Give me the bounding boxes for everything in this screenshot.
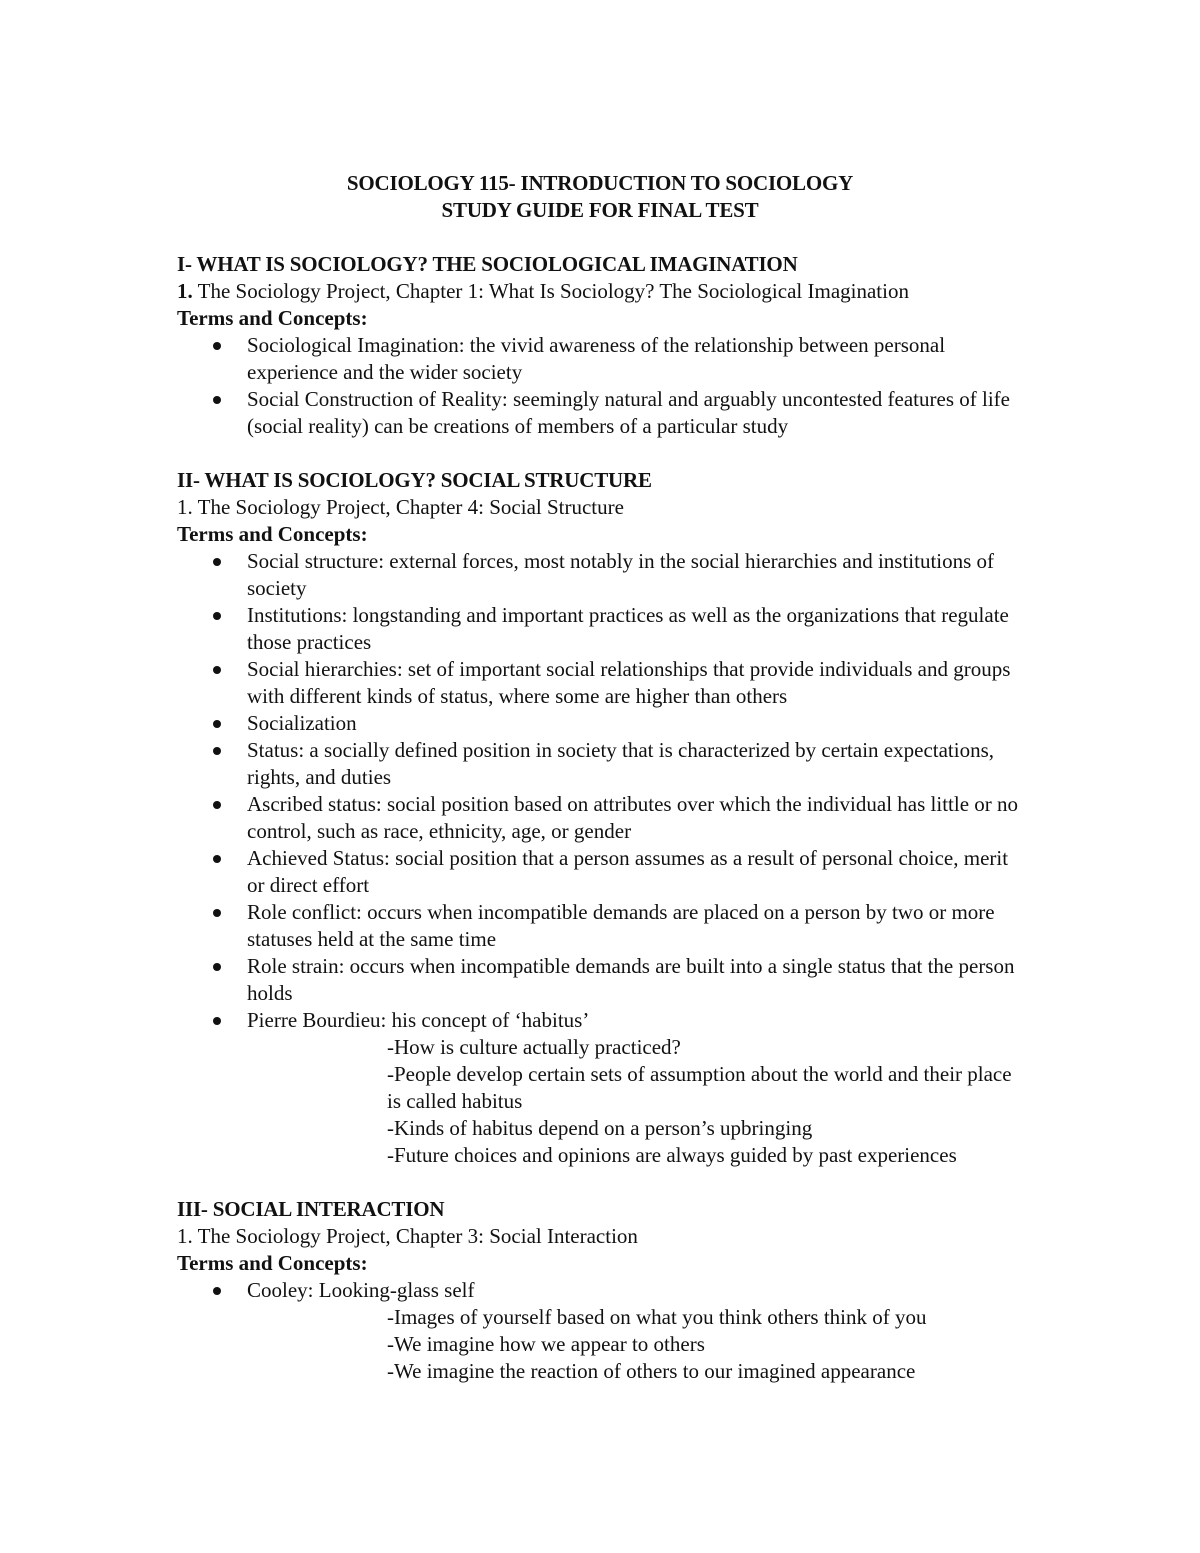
section-3 — [177, 1196, 1030, 1385]
bullet-icon — [213, 612, 221, 620]
term-text: Social structure: external forces, most notably in the social hierarchies and institutions of society — [247, 549, 995, 600]
list-item — [177, 548, 1030, 602]
section-heading: III- SOCIAL INTERACTION — [177, 1197, 445, 1221]
list-item — [177, 710, 1030, 737]
sub-point: -Kinds of habitus depend on a person’s upbringing — [387, 1116, 813, 1140]
list-item — [177, 332, 1030, 386]
course-title: SOCIOLOGY 115- INTRODUCTION TO SOCIOLOGY — [346, 171, 854, 195]
term-text: Sociological Imagination: the vivid awareness of the relationship between personal experience and the wider society — [247, 333, 946, 384]
terms-list — [177, 548, 1030, 1034]
term-text: Pierre Bourdieu: his concept of ‘habitus’ — [247, 1008, 590, 1032]
bullet-icon — [213, 396, 221, 404]
sub-point: -Future choices and opinions are always guided by past experiences — [387, 1143, 957, 1167]
sub-points — [177, 1034, 1030, 1169]
term-text: Achieved Status: social position that a person assumes as a result of personal choice, merit or direct effort — [247, 846, 1009, 897]
term-text: Social Construction of Reality: seemingly natural and arguably uncontested features of life (social reality) can be creations of members of a particular study — [247, 387, 1010, 438]
bullet-icon — [213, 801, 221, 809]
list-item — [177, 845, 1030, 899]
list-item — [177, 1007, 1030, 1034]
term-text: Cooley: Looking-glass self — [247, 1278, 475, 1302]
section-heading: II- WHAT IS SOCIOLOGY? SOCIAL STRUCTURE — [177, 468, 652, 492]
terms-label: Terms and Concepts: — [177, 522, 368, 546]
bullet-icon — [213, 558, 221, 566]
list-item — [177, 737, 1030, 791]
list-item — [177, 386, 1030, 440]
section-1 — [177, 251, 1030, 440]
reading-number: 1. — [177, 279, 193, 303]
term-text: Role strain: occurs when incompatible demands are built into a single status that the person holds — [247, 954, 1015, 1005]
sub-point: -Images of yourself based on what you think others think of you — [387, 1305, 927, 1329]
bullet-icon — [213, 855, 221, 863]
list-item — [177, 953, 1030, 1007]
bullet-icon — [213, 720, 221, 728]
list-item — [177, 791, 1030, 845]
bullet-icon — [213, 666, 221, 674]
terms-list — [177, 1277, 1030, 1304]
list-item — [177, 602, 1030, 656]
list-item — [177, 656, 1030, 710]
bullet-icon — [213, 747, 221, 755]
list-item — [177, 899, 1030, 953]
term-text: Status: a socially defined position in society that is characterized by certain expectations, rights, and duties — [247, 738, 995, 789]
bullet-icon — [213, 909, 221, 917]
bullet-icon — [213, 342, 221, 350]
section-2 — [177, 467, 1030, 1169]
reading-assignment — [177, 278, 1030, 305]
sub-point: -How is culture actually practiced? — [387, 1035, 681, 1059]
guide-title: STUDY GUIDE FOR FINAL TEST — [441, 198, 759, 222]
bullet-icon — [213, 1287, 221, 1295]
term-text: Socialization — [247, 711, 357, 735]
bullet-icon — [213, 1017, 221, 1025]
term-text: Institutions: longstanding and important practices as well as the organizations that regulate those practices — [247, 603, 1009, 654]
list-item — [177, 1277, 1030, 1304]
terms-label: Terms and Concepts: — [177, 1251, 368, 1275]
sub-point: -We imagine how we appear to others — [387, 1332, 705, 1356]
bullet-icon — [213, 963, 221, 971]
sub-point: -People develop certain sets of assumption about the world and their place is called habitus — [387, 1062, 1012, 1113]
reading-text: The Sociology Project, Chapter 1: What Is Sociology? The Sociological Imagination — [197, 279, 909, 303]
reading-assignment: 1. The Sociology Project, Chapter 3: Social Interaction — [177, 1224, 638, 1248]
term-text: Role conflict: occurs when incompatible demands are placed on a person by two or more statuses held at the same time — [247, 900, 995, 951]
term-text: Social hierarchies: set of important social relationships that provide individuals and groups with different kinds of status, where some are higher than others — [247, 657, 1011, 708]
sub-point: -We imagine the reaction of others to our imagined appearance — [387, 1359, 916, 1383]
sub-points — [177, 1304, 1030, 1385]
section-heading: I- WHAT IS SOCIOLOGY? THE SOCIOLOGICAL IMAGINATION — [177, 252, 798, 276]
term-text: Ascribed status: social position based on attributes over which the individual has little or no control, such as race, ethnicity, age, or gender — [247, 792, 1019, 843]
terms-label: Terms and Concepts: — [177, 306, 368, 330]
document-title — [170, 170, 1030, 224]
reading-assignment: 1. The Sociology Project, Chapter 4: Social Structure — [177, 495, 624, 519]
terms-list — [177, 332, 1030, 440]
